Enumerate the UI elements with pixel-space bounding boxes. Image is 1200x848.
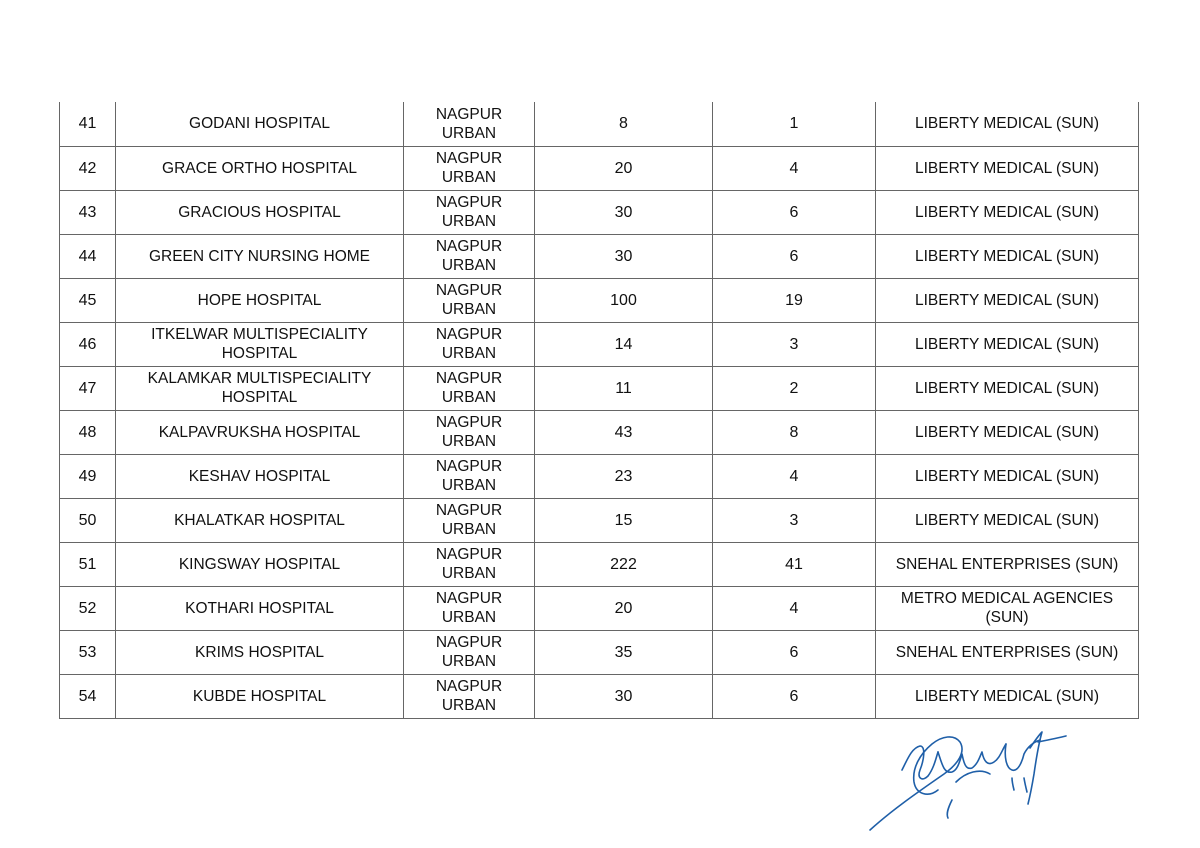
district-cell: NAGPUR URBAN [404, 454, 535, 498]
serial-number-cell: 43 [60, 190, 116, 234]
beds-cell: 14 [535, 322, 713, 366]
allocation-cell: 4 [713, 146, 876, 190]
serial-number-cell: 44 [60, 234, 116, 278]
district-cell: NAGPUR URBAN [404, 190, 535, 234]
district-cell: NAGPUR URBAN [404, 630, 535, 674]
serial-number-cell: 45 [60, 278, 116, 322]
table-row [60, 322, 1139, 366]
hospital-name-cell: KALAMKAR MULTISPECIALITY HOSPITAL [116, 366, 404, 410]
beds-cell: 30 [535, 674, 713, 718]
district-cell: NAGPUR URBAN [404, 102, 535, 146]
supplier-cell: LIBERTY MEDICAL (SUN) [876, 674, 1139, 718]
allocation-cell: 3 [713, 322, 876, 366]
district-cell: NAGPUR URBAN [404, 410, 535, 454]
table-row [60, 102, 1139, 146]
table-row [60, 146, 1139, 190]
district-cell: NAGPUR URBAN [404, 542, 535, 586]
allocation-cell: 6 [713, 674, 876, 718]
supplier-cell: LIBERTY MEDICAL (SUN) [876, 322, 1139, 366]
district-cell: NAGPUR URBAN [404, 234, 535, 278]
allocation-cell: 8 [713, 410, 876, 454]
district-cell: NAGPUR URBAN [404, 674, 535, 718]
serial-number-cell: 41 [60, 102, 116, 146]
supplier-cell: LIBERTY MEDICAL (SUN) [876, 146, 1139, 190]
allocation-cell: 2 [713, 366, 876, 410]
district-cell: NAGPUR URBAN [404, 366, 535, 410]
supplier-cell: LIBERTY MEDICAL (SUN) [876, 190, 1139, 234]
table-row [60, 278, 1139, 322]
hospital-name-cell: KHALATKAR HOSPITAL [116, 498, 404, 542]
beds-cell: 35 [535, 630, 713, 674]
supplier-cell: LIBERTY MEDICAL (SUN) [876, 454, 1139, 498]
allocation-cell: 3 [713, 498, 876, 542]
allocation-cell: 41 [713, 542, 876, 586]
table-row [60, 190, 1139, 234]
allocation-cell: 4 [713, 586, 876, 630]
hospital-name-cell: KESHAV HOSPITAL [116, 454, 404, 498]
table-row [60, 234, 1139, 278]
serial-number-cell: 46 [60, 322, 116, 366]
beds-cell: 43 [535, 410, 713, 454]
beds-cell: 15 [535, 498, 713, 542]
hospital-name-cell: GRACIOUS HOSPITAL [116, 190, 404, 234]
district-cell: NAGPUR URBAN [404, 146, 535, 190]
hospital-name-cell: HOPE HOSPITAL [116, 278, 404, 322]
serial-number-cell: 50 [60, 498, 116, 542]
district-cell: NAGPUR URBAN [404, 586, 535, 630]
serial-number-cell: 49 [60, 454, 116, 498]
serial-number-cell: 47 [60, 366, 116, 410]
supplier-cell: SNEHAL ENTERPRISES (SUN) [876, 630, 1139, 674]
allocation-cell: 4 [713, 454, 876, 498]
table-row [60, 498, 1139, 542]
supplier-cell: METRO MEDICAL AGENCIES (SUN) [876, 586, 1139, 630]
table-body [60, 102, 1139, 718]
supplier-cell: LIBERTY MEDICAL (SUN) [876, 498, 1139, 542]
allocation-cell: 1 [713, 102, 876, 146]
supplier-cell: LIBERTY MEDICAL (SUN) [876, 410, 1139, 454]
table-row [60, 542, 1139, 586]
serial-number-cell: 52 [60, 586, 116, 630]
beds-cell: 23 [535, 454, 713, 498]
serial-number-cell: 54 [60, 674, 116, 718]
hospital-name-cell: ITKELWAR MULTISPECIALITY HOSPITAL [116, 322, 404, 366]
allocation-cell: 6 [713, 190, 876, 234]
beds-cell: 20 [535, 146, 713, 190]
allocation-cell: 19 [713, 278, 876, 322]
hospital-name-cell: GREEN CITY NURSING HOME [116, 234, 404, 278]
hospital-name-cell: GRACE ORTHO HOSPITAL [116, 146, 404, 190]
beds-cell: 11 [535, 366, 713, 410]
serial-number-cell: 42 [60, 146, 116, 190]
district-cell: NAGPUR URBAN [404, 498, 535, 542]
supplier-cell: LIBERTY MEDICAL (SUN) [876, 366, 1139, 410]
supplier-cell: LIBERTY MEDICAL (SUN) [876, 102, 1139, 146]
supplier-cell: SNEHAL ENTERPRISES (SUN) [876, 542, 1139, 586]
hospital-name-cell: KUBDE HOSPITAL [116, 674, 404, 718]
beds-cell: 8 [535, 102, 713, 146]
table-row [60, 586, 1139, 630]
allocation-cell: 6 [713, 630, 876, 674]
hospital-name-cell: KRIMS HOSPITAL [116, 630, 404, 674]
signature-mark [862, 712, 1070, 836]
hospital-name-cell: KINGSWAY HOSPITAL [116, 542, 404, 586]
district-cell: NAGPUR URBAN [404, 322, 535, 366]
beds-cell: 100 [535, 278, 713, 322]
hospital-name-cell: KALPAVRUKSHA HOSPITAL [116, 410, 404, 454]
table-row [60, 454, 1139, 498]
serial-number-cell: 53 [60, 630, 116, 674]
district-cell: NAGPUR URBAN [404, 278, 535, 322]
hospital-name-cell: KOTHARI HOSPITAL [116, 586, 404, 630]
hospital-allocation-table [59, 102, 1138, 719]
serial-number-cell: 48 [60, 410, 116, 454]
serial-number-cell: 51 [60, 542, 116, 586]
beds-cell: 20 [535, 586, 713, 630]
allocation-cell: 6 [713, 234, 876, 278]
table-row [60, 630, 1139, 674]
hospital-name-cell: GODANI HOSPITAL [116, 102, 404, 146]
supplier-cell: LIBERTY MEDICAL (SUN) [876, 278, 1139, 322]
supplier-cell: LIBERTY MEDICAL (SUN) [876, 234, 1139, 278]
table-row [60, 410, 1139, 454]
beds-cell: 30 [535, 190, 713, 234]
beds-cell: 30 [535, 234, 713, 278]
table-row [60, 366, 1139, 410]
beds-cell: 222 [535, 542, 713, 586]
